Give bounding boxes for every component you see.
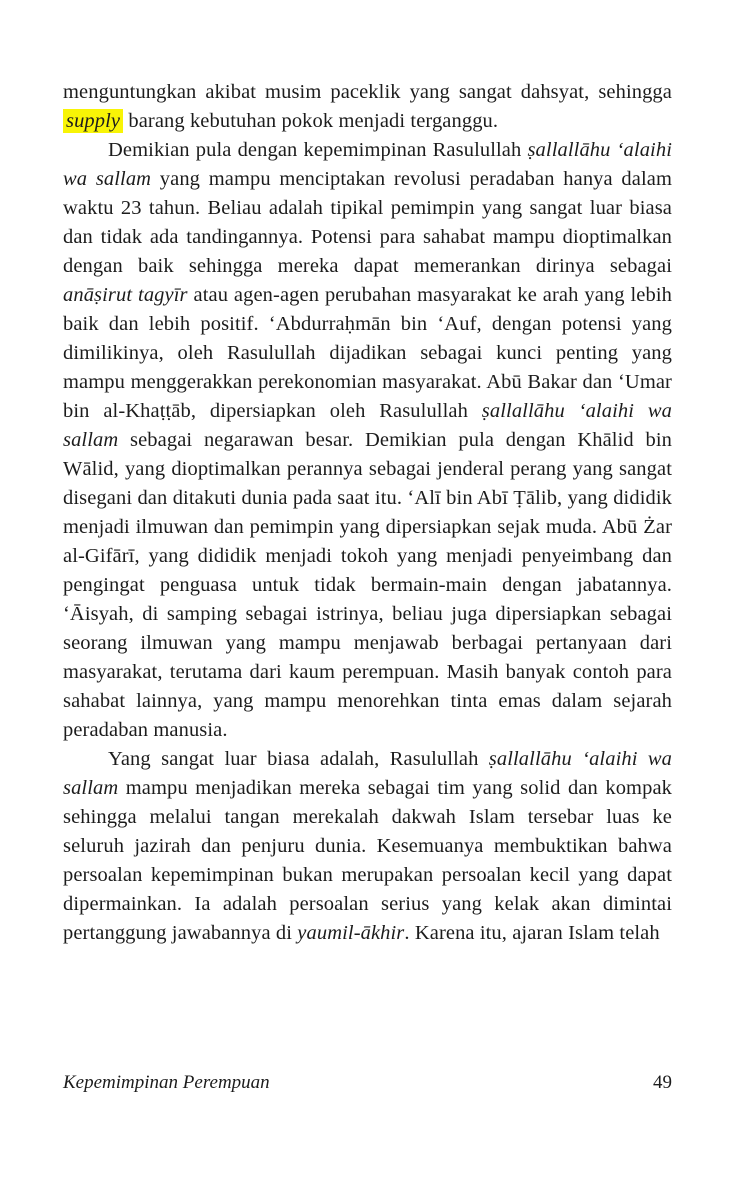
italic-phrase: yaumil-ākhir [297,922,405,944]
italic-phrase: ṣallallāhu ‘alaihi wa sallam [63,748,672,799]
italic-phrase: ṣallallāhu ‘alaihi wa sallam [63,139,672,190]
italic-phrase: ṣallallāhu ‘alaihi wa sallam [63,400,672,451]
text-run: sebagai negarawan besar. Demikian pula dengan Khālid bin Wālid, yang dioptimalkan perannya sebagai jenderal perang yang sangat disegani dan ditakuti dunia pada saat itu. ‘Alī bin Abī Ṭālib, yang dididik menjadi ilmuwan dan pemimpin yang dipersiapkan sejak muda. Abū Żar al-Gifārī, yang dididik menjadi tokoh yang menjadi penyeimbang dan pengingat penguasa untuk tidak bermain-main dengan jabatannya. ‘Āisyah, di samping sebagai istrinya, beliau juga dipersiapkan sebagai seorang ilmuwan yang mampu menjawab berbagai pertanyaan dari masyarakat, terutama dari kaum perempuan. Masih banyak contoh para sahabat lainnya, yang mampu menorehkan tinta emas dalam sejarah peradaban manusia. [63,429,672,741]
text-run: mampu menjadikan mereka sebagai tim yang solid dan kompak sehingga melalui tangan merekalah dakwah Islam tersebar luas ke seluruh jazirah dan penjuru dunia. Kesemuanya membuktikan bahwa persoalan kepemimpinan bukan merupakan persoalan kecil yang dapat dipermainkan. Ia adalah persoalan serius yang kelak akan dimintai pertanggung jawabannya di [63,777,672,944]
text-run: menguntungkan akibat musim paceklik yang sangat dahsyat, sehingga [63,81,672,103]
page-number: 49 [653,1072,672,1093]
text-run: barang kebutuhan pokok menjadi terganggu. [123,110,499,132]
page-body [63,78,672,948]
running-footer-title: Kepemimpinan Perempuan [63,1072,270,1093]
text-run: yang mampu menciptakan revolusi peradaban hanya dalam waktu 23 tahun. Beliau adalah tipikal pemimpin yang sangat luar biasa dan tidak ada tandingannya. Potensi para sahabat mampu dioptimalkan dengan baik sehingga mereka dapat memerankan dirinya sebagai [63,168,672,277]
text-run: Yang sangat luar biasa adalah, Rasulullah [108,748,489,770]
paragraph [63,78,672,136]
page-footer [63,1072,672,1094]
italic-phrase: anāṣirut tagyīr [63,284,188,306]
highlighted-term: supply [63,109,123,133]
paragraph [63,136,672,745]
text-run: atau agen-agen perubahan masyarakat ke arah yang lebih baik dan lebih positif. ‘Abdurraḥmān bin ‘Auf, dengan potensi yang dimilikinya, oleh Rasulullah dijadikan sebagai kunci penting yang mampu menggerakkan perekonomian masyarakat. Abū Bakar dan ‘Umar bin al-Khaṭṭāb, dipersiapkan oleh Rasulullah [63,284,672,422]
paragraph [63,745,672,948]
text-run: Demikian pula dengan kepemimpinan Rasulullah [108,139,528,161]
text-run: . Karena itu, ajaran Islam telah [404,922,660,944]
